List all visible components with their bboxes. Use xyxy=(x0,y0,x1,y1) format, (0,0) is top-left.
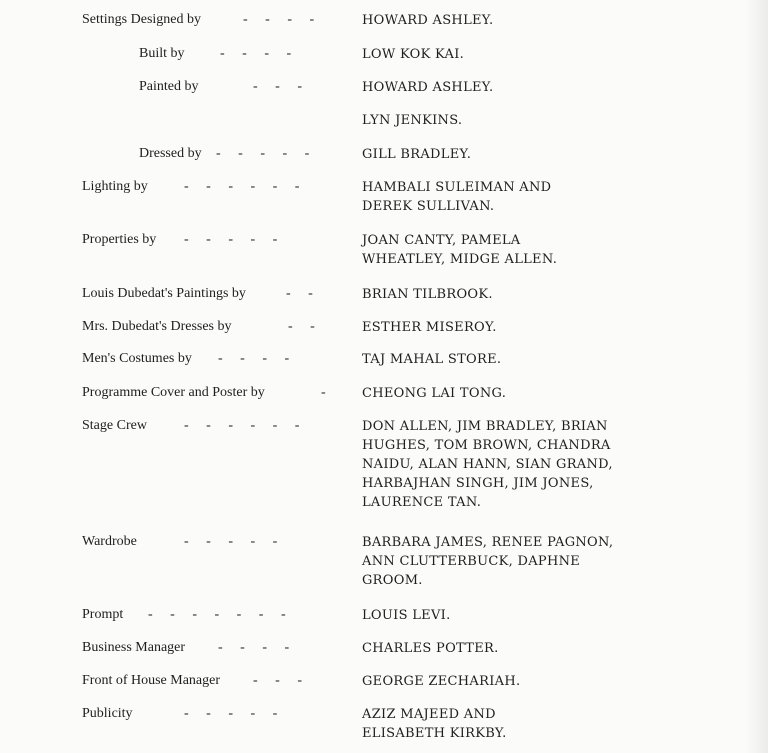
credit-name-line: BARBARA JAMES, RENEE PAGNON, xyxy=(362,535,614,550)
credit-names xyxy=(362,606,662,625)
credit-label: Properties by xyxy=(82,232,157,247)
dot-leader: - xyxy=(321,385,326,400)
credit-names xyxy=(362,78,662,97)
credit-label: Stage Crew xyxy=(82,418,147,433)
credit-name-line: GROOM. xyxy=(362,573,423,588)
credit-label: Mrs. Dubedat's Dresses by xyxy=(82,319,232,334)
credit-name-line: JOAN CANTY, PAMELA xyxy=(362,233,521,248)
dot-leader: - - - xyxy=(253,79,302,94)
dot-leader: - - - - xyxy=(218,351,290,366)
credit-names xyxy=(362,533,662,590)
credit-names xyxy=(362,318,662,337)
dot-leader: - - - - - - - xyxy=(148,607,286,622)
dot-leader: - - - - xyxy=(243,12,315,27)
credit-name-line: HUGHES, TOM BROWN, CHANDRA xyxy=(362,438,611,453)
credit-label: Front of House Manager xyxy=(82,673,221,688)
credit-label: Dressed by xyxy=(139,146,202,161)
credit-name-line: CHARLES POTTER. xyxy=(362,641,499,656)
credit-label: Settings Designed by xyxy=(82,12,201,27)
credit-name-line: LAURENCE TAN. xyxy=(362,495,482,510)
credit-label: Built by xyxy=(139,46,185,61)
credit-names xyxy=(362,178,662,216)
credit-name-line: NAIDU, ALAN HANN, SIAN GRAND, xyxy=(362,457,613,472)
credit-name-line: WHEATLEY, MIDGE ALLEN. xyxy=(362,252,558,267)
credit-name-line: LOW KOK KAI. xyxy=(362,47,465,62)
credit-names xyxy=(362,145,662,164)
credit-name-line: GILL BRADLEY. xyxy=(362,147,472,162)
credit-label: Programme Cover and Poster by xyxy=(82,385,265,400)
credit-name-line: GEORGE ZECHARIAH. xyxy=(362,674,521,689)
credit-names xyxy=(362,11,662,30)
dot-leader: - - - - - xyxy=(184,534,278,549)
credit-label: Louis Dubedat's Paintings by xyxy=(82,286,246,301)
credit-names xyxy=(362,350,662,369)
dot-leader: - - - - - - xyxy=(184,418,300,433)
credit-names xyxy=(362,231,662,269)
credit-name-line: ESTHER MISEROY. xyxy=(362,320,497,335)
credit-name-line: BRIAN TILBROOK. xyxy=(362,287,493,302)
credit-name-line: HOWARD ASHLEY. xyxy=(362,13,494,28)
credit-names xyxy=(362,672,662,691)
dot-leader: - - - - xyxy=(218,640,290,655)
credit-name-line: DEREK SULLIVAN. xyxy=(362,199,495,214)
credit-names xyxy=(362,111,662,130)
credit-names xyxy=(362,45,662,64)
dot-leader: - - - - - xyxy=(216,146,310,161)
credit-label: Men's Costumes by xyxy=(82,351,192,366)
credit-names xyxy=(362,384,662,403)
dot-leader: - - - - - xyxy=(184,232,278,247)
credit-name-line: HOWARD ASHLEY. xyxy=(362,80,494,95)
credit-name-line: LOUIS LEVI. xyxy=(362,608,451,623)
dot-leader: - - - - xyxy=(220,46,292,61)
credit-label: Lighting by xyxy=(82,179,148,194)
credit-name-line: LYN JENKINS. xyxy=(362,113,463,128)
credit-name-line: DON ALLEN, JIM BRADLEY, BRIAN xyxy=(362,419,608,434)
credit-label: Wardrobe xyxy=(82,534,137,549)
credit-label: Publicity xyxy=(82,706,133,721)
credit-name-line: AZIZ MAJEED AND xyxy=(362,707,496,722)
credit-name-line: CHEONG LAI TONG. xyxy=(362,386,507,401)
credit-label: Prompt xyxy=(82,607,124,622)
credit-name-line: TAJ MAHAL STORE. xyxy=(362,352,502,367)
credit-name-line: ELISABETH KIRKBY. xyxy=(362,726,507,741)
credit-name-line: ANN CLUTTERBUCK, DAPHNE xyxy=(362,554,581,569)
credit-names xyxy=(362,285,662,304)
credit-label: Painted by xyxy=(139,79,199,94)
dot-leader: - - xyxy=(286,286,313,301)
credit-name-line: HAMBALI SULEIMAN AND xyxy=(362,180,552,195)
dot-leader: - - xyxy=(288,319,315,334)
credit-label: Business Manager xyxy=(82,640,186,655)
credit-names xyxy=(362,639,662,658)
credit-name-line: HARBAJHAN SINGH, JIM JONES, xyxy=(362,476,594,491)
dot-leader: - - - xyxy=(253,673,302,688)
page-edge-shadow xyxy=(746,0,768,753)
credit-names xyxy=(362,417,662,512)
dot-leader: - - - - - - xyxy=(184,179,300,194)
dot-leader: - - - - - xyxy=(184,706,278,721)
credit-names xyxy=(362,705,662,743)
